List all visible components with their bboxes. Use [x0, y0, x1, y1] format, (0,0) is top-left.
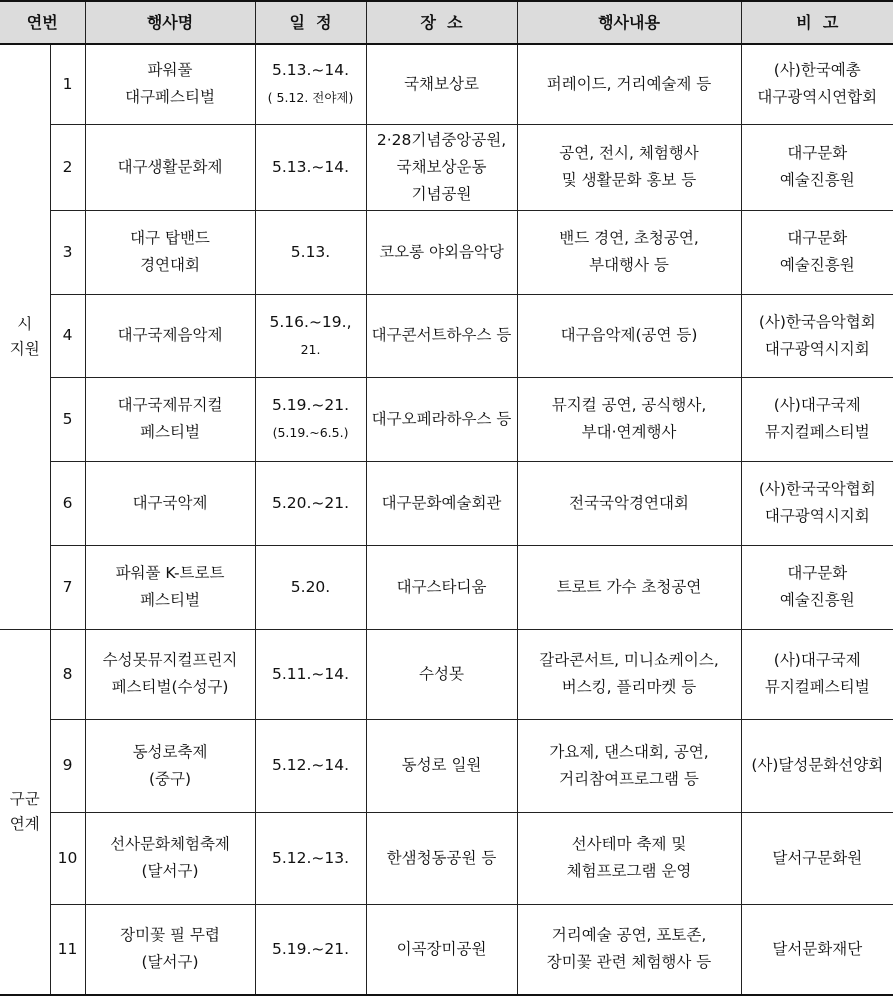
event-name-line: 대구페스티벌: [125, 88, 215, 107]
event-place: [366, 294, 517, 377]
event-date: [255, 719, 366, 812]
event-note-line: 달서문화재단: [772, 939, 863, 958]
event-note: [741, 461, 893, 545]
event-content-line: 트로트 가수 초청공연: [556, 577, 702, 596]
event-content: [517, 904, 741, 995]
event-date-line: 5.13.: [290, 242, 331, 261]
row-number-line: 6: [62, 493, 73, 512]
row-number-line: 3: [62, 242, 73, 261]
event-date: [255, 294, 366, 377]
event-place: [366, 904, 517, 995]
event-place: [366, 545, 517, 629]
event-date-line: 5.13.~14.: [271, 61, 350, 80]
row-number: [50, 812, 85, 904]
event-name-line: 장미꽃 필 무렵: [120, 926, 220, 945]
event-name: [85, 904, 255, 995]
row-number-line: 5: [62, 409, 73, 428]
event-place-line: 국채보상로: [404, 74, 479, 93]
event-name: [85, 124, 255, 210]
event-name-line: 파워풀 K-트로트: [115, 564, 225, 582]
event-content-line: 퍼레이드, 거리예술제 등: [546, 74, 712, 93]
event-content-line: 공연, 전시, 체험행사: [559, 144, 699, 162]
event-place-line: 한샘청동공원 등: [386, 848, 497, 867]
event-content-line: 거리예술 공연, 포토존,: [551, 926, 707, 945]
event-place-line: 대구오페라하우스 등: [371, 409, 512, 428]
event-name-line: 동성로축제: [132, 742, 208, 761]
event-note: [741, 812, 893, 904]
event-date: [255, 461, 366, 545]
event-note: [741, 44, 893, 124]
event-place-line: 이곡장미공원: [396, 939, 487, 958]
event-date-line: 5.20.~21.: [271, 493, 350, 512]
event-content: [517, 461, 741, 545]
row-number-line: 2: [62, 157, 73, 176]
event-name-line: (달서구): [141, 953, 199, 972]
event-note-line: 대구광역시지회: [764, 339, 870, 358]
header-event-name: 행사명: [85, 1, 255, 44]
event-date: [255, 629, 366, 719]
event-content-line: 밴드 경연, 초청공연,: [559, 229, 699, 247]
event-content-line: 가요제, 댄스대회, 공연,: [549, 742, 709, 761]
event-place-line: 수성못: [419, 664, 464, 683]
row-number: [50, 294, 85, 377]
event-place-line: 대구문화예술회관: [381, 493, 502, 512]
event-content: [517, 812, 741, 904]
table-row: [0, 719, 893, 812]
event-place: [366, 44, 517, 124]
event-note: [741, 210, 893, 294]
event-place-line: 코오롱 야외음악당: [379, 242, 504, 261]
event-date: [255, 210, 366, 294]
event-note: [741, 545, 893, 629]
row-number: [50, 719, 85, 812]
event-note-line: (사)한국예총: [773, 61, 861, 80]
event-place-line: 대구콘서트하우스 등: [371, 326, 512, 344]
event-name-line: 페스티벌: [140, 423, 200, 441]
table-row: [0, 629, 893, 719]
event-note-line: (사)한국음악협회: [758, 312, 876, 331]
row-number: [50, 124, 85, 210]
event-date: [255, 812, 366, 904]
group-label: [0, 44, 50, 629]
event-date: [255, 124, 366, 210]
event-content-line: 대구음악제(공연 등): [560, 326, 698, 344]
event-name-line: 대구생활문화제: [117, 157, 223, 176]
event-note-line: (사)한국국악협회: [758, 480, 876, 498]
event-name: [85, 545, 255, 629]
event-date-line: (5.19.~6.5.): [272, 425, 349, 440]
event-name-line: 파워풀: [147, 61, 193, 80]
event-place-line: 2·28기념중앙공원,: [376, 130, 507, 149]
table-row: [0, 124, 893, 210]
event-note: [741, 377, 893, 461]
event-note-line: (사)대구국제: [773, 396, 861, 414]
event-content-line: 버스킹, 플리마켓 등: [561, 678, 697, 696]
event-date: [255, 44, 366, 124]
group-label-line: 연계: [9, 814, 40, 833]
event-note-line: 예술진흥원: [779, 171, 855, 189]
row-number: [50, 904, 85, 995]
event-note-line: 대구문화: [787, 564, 848, 582]
table-row: [0, 294, 893, 377]
table-row: [0, 461, 893, 545]
event-note: [741, 124, 893, 210]
event-name-line: (달서구): [141, 862, 199, 880]
event-note-line: 예술진흥원: [779, 256, 855, 274]
event-date-line: 5.16.~19.,: [269, 312, 352, 331]
row-number-line: 11: [57, 939, 78, 958]
event-content: [517, 629, 741, 719]
event-note-line: 대구문화: [787, 144, 848, 162]
event-date: [255, 377, 366, 461]
event-date-line: 5.20.: [290, 577, 331, 596]
table-row: [0, 377, 893, 461]
event-name-line: 페스티벌: [140, 591, 200, 609]
event-date-line: 5.19.~21.: [271, 939, 350, 958]
table-row: [0, 44, 893, 124]
event-note-line: (사)달성문화선양회: [751, 756, 884, 774]
event-note-line: 대구문화: [787, 229, 848, 247]
event-content-line: 뮤지컬 공연, 공식행사,: [551, 396, 707, 414]
event-place: [366, 629, 517, 719]
row-number: [50, 44, 85, 124]
row-number-line: 9: [62, 756, 73, 774]
event-content-line: 체험프로그램 운영: [566, 862, 692, 880]
event-name-line: (중구): [148, 769, 192, 788]
event-place: [366, 719, 517, 812]
event-content-line: 및 생활문화 홍보 등: [561, 171, 697, 189]
row-number: [50, 461, 85, 545]
header-number: 연번: [0, 1, 85, 44]
row-number: [50, 629, 85, 719]
event-content-line: 부대행사 등: [589, 256, 669, 274]
event-date-line: 5.12.~14.: [271, 756, 350, 774]
event-name-line: 대구국악제: [132, 493, 208, 512]
event-place: [366, 812, 517, 904]
event-date: [255, 545, 366, 629]
event-name: [85, 377, 255, 461]
event-content-line: 갈라콘서트, 미니쇼케이스,: [539, 651, 719, 669]
event-date-line: 5.11.~14.: [271, 664, 350, 683]
event-name: [85, 629, 255, 719]
event-name-line: 대구국제음악제: [117, 326, 223, 344]
header-note: 비 고: [741, 1, 893, 44]
event-content-line: 전국국악경연대회: [569, 493, 689, 512]
event-name-line: 대구 탑밴드: [130, 229, 210, 247]
event-place: [366, 461, 517, 545]
event-note-line: 뮤지컬페스티벌: [764, 678, 870, 696]
event-note-line: 뮤지컬페스티벌: [764, 423, 870, 441]
event-place-line: 국채보상운동: [396, 157, 487, 176]
event-content: [517, 44, 741, 124]
event-name: [85, 812, 255, 904]
event-content: [517, 210, 741, 294]
row-number-line: 8: [62, 664, 73, 683]
event-name: [85, 44, 255, 124]
event-name-line: 선사문화체험축제: [110, 835, 230, 853]
event-note-line: 달서구문화원: [772, 848, 863, 867]
event-place-line: 대구스타디움: [396, 577, 487, 596]
header-content: 행사내용: [517, 1, 741, 44]
table-row: [0, 210, 893, 294]
row-number-line: 1: [62, 74, 73, 93]
event-note-line: 대구광역시지회: [764, 507, 870, 525]
row-number-line: 4: [62, 326, 73, 344]
event-name: [85, 210, 255, 294]
header-place: 장 소: [366, 1, 517, 44]
event-name: [85, 294, 255, 377]
event-note-line: (사)대구국제: [773, 651, 861, 669]
event-note: [741, 719, 893, 812]
event-date: [255, 904, 366, 995]
row-number-line: 10: [57, 848, 78, 867]
table-row: [0, 545, 893, 629]
event-date-line: 5.13.~14.: [271, 157, 350, 176]
event-content-line: 부대·연계행사: [581, 423, 677, 441]
event-name-line: 대구국제뮤지컬: [117, 396, 223, 414]
group-label-line: 지원: [9, 339, 40, 358]
row-number: [50, 545, 85, 629]
header-date: 일 정: [255, 1, 366, 44]
event-content-line: 선사테마 축제 및: [571, 835, 687, 853]
event-content-line: 거리참여프로그램 등: [559, 769, 699, 788]
event-name-line: 페스티벌(수성구): [111, 678, 229, 696]
event-place-line: 동성로 일원: [401, 756, 482, 774]
event-place-line: 기념공원: [411, 184, 472, 203]
event-content: [517, 124, 741, 210]
group-label-line: 시: [17, 314, 33, 333]
table-row: [0, 904, 893, 995]
event-place: [366, 124, 517, 210]
event-content-line: 장미꽃 관련 체험행사 등: [546, 953, 712, 972]
event-name-line: 수성못뮤지컬프린지: [102, 651, 238, 669]
event-name-line: 경연대회: [140, 256, 200, 274]
row-number-line: 7: [62, 577, 73, 596]
event-content: [517, 545, 741, 629]
event-place: [366, 377, 517, 461]
event-note: [741, 294, 893, 377]
header-row: [0, 1, 893, 44]
event-note-line: 예술진흥원: [779, 591, 855, 609]
group-label: [0, 629, 50, 995]
row-number: [50, 210, 85, 294]
event-date-line: 5.19.~21.: [271, 396, 350, 414]
event-content: [517, 294, 741, 377]
row-number: [50, 377, 85, 461]
event-place: [366, 210, 517, 294]
event-content: [517, 377, 741, 461]
event-name: [85, 719, 255, 812]
event-date-line: 21.: [300, 341, 321, 357]
event-name: [85, 461, 255, 545]
event-note: [741, 629, 893, 719]
event-content: [517, 719, 741, 812]
event-date-line: 5.12.~13.: [271, 848, 350, 867]
event-note-line: 대구광역시연합회: [757, 88, 878, 107]
event-note: [741, 904, 893, 995]
group-label-line: 구군: [9, 789, 40, 808]
event-date-line: ( 5.12. 전야제): [267, 90, 354, 106]
table-row: [0, 812, 893, 904]
